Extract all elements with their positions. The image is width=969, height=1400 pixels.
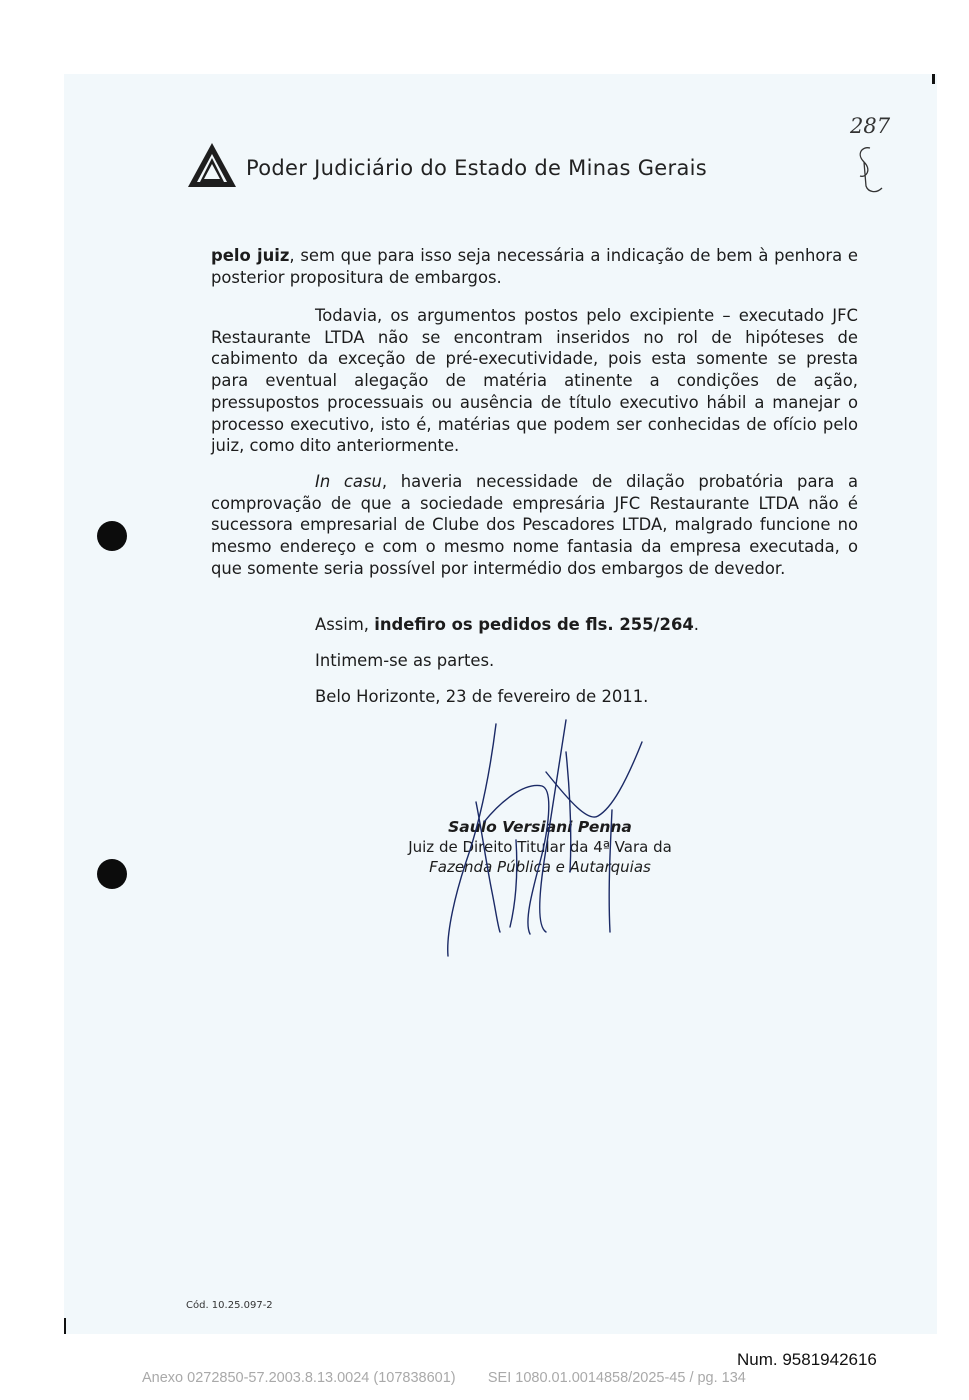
bold-phrase: pelo juiz	[211, 246, 290, 265]
folio-number: 287	[850, 114, 891, 138]
paragraph-text: , sem que para isso seja necessária a indicação de bem à penhora e posterior propositura de embargos.	[211, 246, 858, 287]
document-number: Num. 9581942616	[737, 1350, 877, 1369]
place-date-line: Belo Horizonte, 23 de fevereiro de 2011.	[315, 687, 649, 706]
italic-phrase: In casu	[315, 472, 382, 491]
notify-line: Intimem-se as partes.	[315, 651, 495, 670]
annex-reference: Anexo 0272850-57.2003.8.13.0024 (107838601)	[142, 1370, 456, 1386]
signer-role: Juiz de Direito Titular da 4ª Vara da	[408, 838, 672, 856]
form-code: Cód. 10.25.097-2	[186, 1300, 273, 1311]
paragraph-text: Todavia, os argumentos postos pelo excipiente – executado JFC Restaurante LTDA não se encontram inseridos no rol de hipóteses de cabimento da exceção de pré-executividade, pois esta somente se presta para eventual alegação de matéria atinente a condições de ação, pressupostos processuais ou ausência de título executivo hábil a manejar o processo executivo, isto é, matérias que podem ser conhecidas de ofício pelo juiz, como dito anteriormente.	[211, 306, 858, 456]
paragraph-3	[211, 471, 858, 580]
header-title: Poder Judiciário do Estado de Minas Gerais	[246, 156, 707, 180]
scan-edge-mark	[932, 74, 935, 84]
footer-stamp	[142, 1370, 746, 1386]
decision-prefix: Assim,	[315, 615, 375, 634]
decision-suffix: .	[693, 615, 699, 634]
punch-hole	[97, 521, 127, 551]
triangle-logo-icon	[186, 140, 238, 190]
signer-name: Saulo Versiani Penna	[448, 818, 632, 836]
decision-bold: indefiro os pedidos de fls. 255/264	[374, 615, 694, 634]
handwritten-signature	[420, 712, 660, 967]
paragraph-1	[211, 245, 858, 288]
paragraph-text: , haveria necessidade de dilação probatória para a comprovação de que a sociedade empresária JFC Restaurante LTDA não é sucessora empresarial de Clube dos Pescadores LTDA, malgrado funcione no mesmo endereço e com o mesmo nome fantasia da empresa executada, o que somente seria possível por intermédio dos embargos de devedor.	[211, 472, 858, 578]
signer-court: Fazenda Pública e Autarquias	[429, 858, 651, 876]
scan-edge-mark	[64, 1318, 66, 1334]
sei-reference: SEI 1080.01.0014858/2025-45 / pg. 134	[487, 1370, 746, 1386]
decision-line	[315, 615, 699, 634]
document-header	[186, 140, 707, 190]
paragraph-2	[211, 305, 858, 457]
rubric-mark	[846, 142, 886, 196]
punch-hole	[97, 859, 127, 889]
